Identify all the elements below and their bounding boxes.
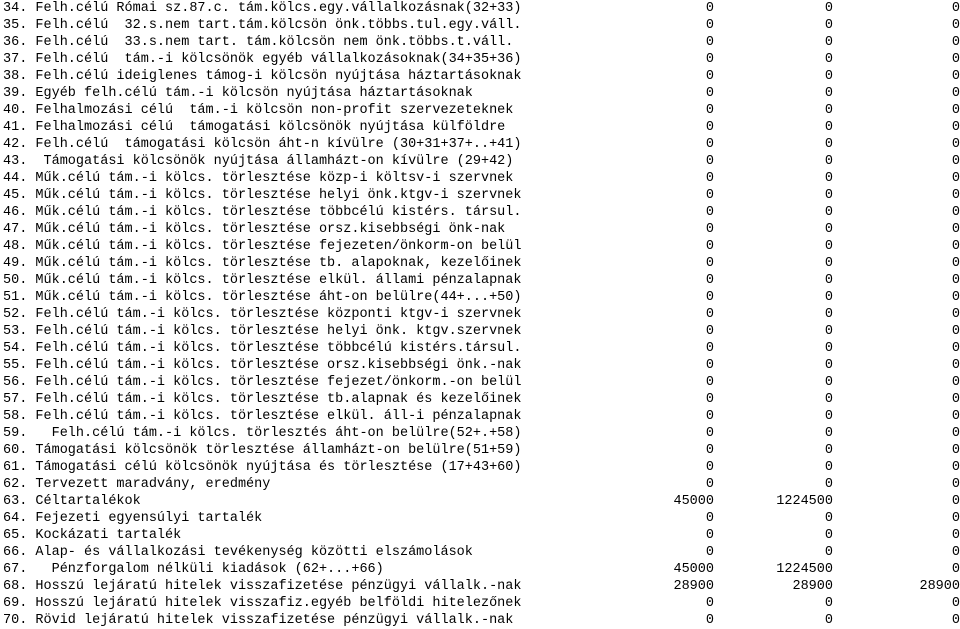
table-row [0,391,960,408]
row-label: 52. Felh.célú tám.-i kölcs. törlesztése központi ktgv-i szervnek [3,307,522,322]
row-label: 43. Támogatási kölcsönök nyújtása államházt-on kívülre (29+42) [3,154,514,169]
row-label: 39. Egyéb felh.célú tám.-i kölcsön nyújtása háztartásoknak [3,86,473,101]
table-row [0,323,960,340]
value-col-3: 0 [951,120,960,135]
value-col-2: 0 [824,154,833,169]
row-label: 65. Kockázati tartalék [3,528,182,543]
table-row [0,357,960,374]
value-col-2: 0 [824,545,833,560]
row-label: 45. Műk.célú tám.-i kölcs. törlesztése helyi önk.ktgv-i szervnek [3,188,522,203]
row-label: 63. Céltartalékok [3,494,141,509]
value-col-2: 0 [824,460,833,475]
value-col-2: 0 [824,290,833,305]
row-label: 47. Műk.célú tám.-i kölcs. törlesztése orsz.kisebbségi önk-nak [3,222,506,237]
row-label: 64. Fejezeti egyensúlyi tartalék [3,511,263,526]
value-col-2: 0 [824,443,833,458]
row-label: 56. Felh.célú tám.-i kölcs. törlesztése fejezet/önkorm.-on belül [3,375,522,390]
value-col-1: 0 [705,103,714,118]
value-col-3: 0 [951,341,960,356]
table-row [0,442,960,459]
value-col-3: 0 [951,511,960,526]
row-label: 58. Felh.célú tám.-i kölcs. törlesztése elkül. áll-i pénzalapnak [3,409,522,424]
value-col-1: 0 [705,35,714,50]
row-label: 57. Felh.célú tám.-i kölcs. törlesztése tb.alapnak és kezelőinek [3,392,522,407]
table-row [0,527,960,544]
row-label: 42. Felh.célú támogatási kölcsön áht-n kívülre (30+31+37+..+41) [3,137,522,152]
row-label: 40. Felhalmozási célú tám.-i kölcsön non-profit szervezeteknek [3,103,514,118]
value-col-2: 0 [824,528,833,543]
value-col-2: 0 [824,18,833,33]
value-col-2: 0 [824,477,833,492]
value-col-2: 0 [824,52,833,67]
value-col-3: 0 [951,562,960,577]
value-col-2: 0 [824,1,833,16]
table-row [0,68,960,85]
value-col-3: 0 [951,137,960,152]
value-col-1: 0 [705,358,714,373]
value-col-3: 0 [951,443,960,458]
value-col-2: 0 [824,222,833,237]
row-label: 36. Felh.célú 33.s.nem tart. tám.kölcsön nem önk.többs.t.váll. [3,35,514,50]
value-col-3: 0 [951,477,960,492]
row-label: 49. Műk.célú tám.-i kölcs. törlesztése tb. alapoknak, kezelőinek [3,256,522,271]
value-col-2: 0 [824,392,833,407]
table-row [0,119,960,136]
value-col-1: 0 [705,239,714,254]
value-col-3: 0 [951,324,960,339]
table-row [0,561,960,578]
row-label: 67. Pénzforgalom nélküli kiadások (62+...+66) [3,562,384,577]
value-col-1: 0 [705,18,714,33]
value-col-1: 0 [705,443,714,458]
row-label: 51. Műk.célú tám.-i kölcs. törlesztése áht-on belülre(44+...+50) [3,290,522,305]
value-col-1: 0 [705,613,714,628]
table-row [0,476,960,493]
table-row [0,306,960,323]
value-col-2: 0 [824,426,833,441]
row-label: 55. Felh.célú tám.-i kölcs. törlesztése orsz.kisebbségi önk.-nak [3,358,522,373]
value-col-1: 45000 [673,494,714,509]
row-label: 70. Rövid lejáratú hitelek visszafizetése pénzügyi vállalk.-nak [3,613,514,628]
value-col-3: 0 [951,69,960,84]
value-col-1: 0 [705,341,714,356]
value-col-1: 0 [705,52,714,67]
value-col-3: 0 [951,613,960,628]
value-col-1: 0 [705,324,714,339]
value-col-1: 0 [705,307,714,322]
table-row [0,17,960,34]
row-label: 46. Műk.célú tám.-i kölcs. törlesztése többcélú kistérs. társul. [3,205,522,220]
value-col-2: 0 [824,86,833,101]
table-row [0,578,960,595]
value-col-3: 0 [951,18,960,33]
value-col-1: 0 [705,290,714,305]
value-col-2: 0 [824,375,833,390]
row-label: 41. Felhalmozási célú támogatási kölcsönök nyújtása külföldre [3,120,506,135]
value-col-1: 0 [705,120,714,135]
value-col-2: 0 [824,341,833,356]
table-row [0,0,960,17]
value-col-3: 28900 [919,579,960,594]
row-label: 60. Támogatási kölcsönök törlesztése államházt-on belülre(51+59) [3,443,522,458]
value-col-3: 0 [951,86,960,101]
table-row [0,153,960,170]
table-row [0,255,960,272]
row-label: 38. Felh.célú ideiglenes támog-i kölcsön nyújtása háztartásoknak [3,69,522,84]
value-col-1: 0 [705,86,714,101]
value-col-2: 0 [824,409,833,424]
value-col-2: 0 [824,69,833,84]
value-col-2: 0 [824,511,833,526]
table-row [0,136,960,153]
table-row [0,510,960,527]
value-col-3: 0 [951,52,960,67]
value-col-3: 0 [951,545,960,560]
value-col-3: 0 [951,307,960,322]
value-col-3: 0 [951,426,960,441]
row-label: 59. Felh.célú tám.-i kölcs. törlesztés áht-on belülre(52+.+58) [3,426,522,441]
value-col-2: 0 [824,273,833,288]
row-label: 37. Felh.célú tám.-i kölcsönök egyéb vállalkozásoknak(34+35+36) [3,52,522,67]
value-col-3: 0 [951,171,960,186]
value-col-2: 0 [824,35,833,50]
value-col-1: 0 [705,460,714,475]
table-row [0,459,960,476]
row-label: 68. Hosszú lejáratú hitelek visszafizetése pénzügyi vállalk.-nak [3,579,522,594]
value-col-2: 0 [824,239,833,254]
value-col-3: 0 [951,409,960,424]
row-label: 48. Műk.célú tám.-i kölcs. törlesztése fejezeten/önkorm-on belül [3,239,522,254]
value-col-2: 0 [824,596,833,611]
value-col-2: 0 [824,205,833,220]
table-row [0,221,960,238]
table-row [0,595,960,612]
value-col-1: 0 [705,205,714,220]
table-row [0,289,960,306]
value-col-3: 0 [951,103,960,118]
row-label: 62. Tervezett maradvány, eredmény [3,477,271,492]
value-col-3: 0 [951,460,960,475]
value-col-2: 0 [824,188,833,203]
value-col-2: 0 [824,137,833,152]
value-col-1: 0 [705,137,714,152]
value-col-1: 0 [705,392,714,407]
value-col-1: 45000 [673,562,714,577]
value-col-2: 28900 [792,579,833,594]
value-col-3: 0 [951,528,960,543]
table-row [0,340,960,357]
value-col-1: 0 [705,256,714,271]
table-row [0,170,960,187]
table-row [0,34,960,51]
value-col-3: 0 [951,494,960,509]
value-col-3: 0 [951,205,960,220]
value-col-1: 0 [705,375,714,390]
table-row [0,374,960,391]
value-col-2: 1224500 [776,562,833,577]
table-row [0,612,960,629]
value-col-3: 0 [951,154,960,169]
value-col-1: 0 [705,426,714,441]
value-col-2: 0 [824,256,833,271]
table-row [0,85,960,102]
value-col-2: 0 [824,307,833,322]
value-col-1: 0 [705,511,714,526]
value-col-2: 0 [824,358,833,373]
row-label: 50. Műk.célú tám.-i kölcs. törlesztése elkül. állami pénzalapnak [3,273,522,288]
table-row [0,187,960,204]
value-col-3: 0 [951,273,960,288]
row-label: 66. Alap- és vállalkozási tevékenység közötti elszámolások [3,545,473,560]
table-row [0,51,960,68]
value-col-3: 0 [951,188,960,203]
row-label: 35. Felh.célú 32.s.nem tart.tám.kölcsön önk.többs.tul.egy.váll. [3,18,522,33]
table-row [0,272,960,289]
value-col-3: 0 [951,1,960,16]
value-col-2: 0 [824,103,833,118]
row-label: 61. Támogatási célú kölcsönök nyújtása és törlesztése (17+43+60) [3,460,522,475]
value-col-1: 0 [705,409,714,424]
row-label: 54. Felh.célú tám.-i kölcs. törlesztése többcélú kistérs.társul. [3,341,522,356]
value-col-1: 0 [705,188,714,203]
table-row [0,408,960,425]
table-row [0,204,960,221]
table-row [0,544,960,561]
value-col-2: 0 [824,171,833,186]
value-col-1: 0 [705,477,714,492]
value-col-3: 0 [951,290,960,305]
table-row [0,238,960,255]
value-col-3: 0 [951,239,960,254]
value-col-1: 0 [705,596,714,611]
row-label: 53. Felh.célú tám.-i kölcs. törlesztése helyi önk. ktgv.szervnek [3,324,522,339]
value-col-1: 0 [705,528,714,543]
table-row [0,425,960,442]
value-col-1: 0 [705,1,714,16]
row-label: 44. Műk.célú tám.-i kölcs. törlesztése közp-i költsv-i szervnek [3,171,514,186]
value-col-1: 0 [705,545,714,560]
value-col-1: 0 [705,69,714,84]
value-col-2: 0 [824,613,833,628]
value-col-2: 1224500 [776,494,833,509]
table-row [0,493,960,510]
value-col-3: 0 [951,256,960,271]
row-label: 34. Felh.célú Római sz.87.c. tám.kölcs.egy.vállalkozásnak(32+33) [3,1,522,16]
value-col-1: 0 [705,154,714,169]
value-col-1: 0 [705,273,714,288]
table-row [0,102,960,119]
value-col-3: 0 [951,596,960,611]
value-col-1: 28900 [673,579,714,594]
value-col-3: 0 [951,392,960,407]
value-col-3: 0 [951,358,960,373]
row-label: 69. Hosszú lejáratú hitelek visszafiz.egyéb belföldi hitelezőnek [3,596,522,611]
value-col-1: 0 [705,171,714,186]
value-col-1: 0 [705,222,714,237]
value-col-3: 0 [951,35,960,50]
value-col-2: 0 [824,120,833,135]
value-col-3: 0 [951,375,960,390]
value-col-2: 0 [824,324,833,339]
value-col-3: 0 [951,222,960,237]
